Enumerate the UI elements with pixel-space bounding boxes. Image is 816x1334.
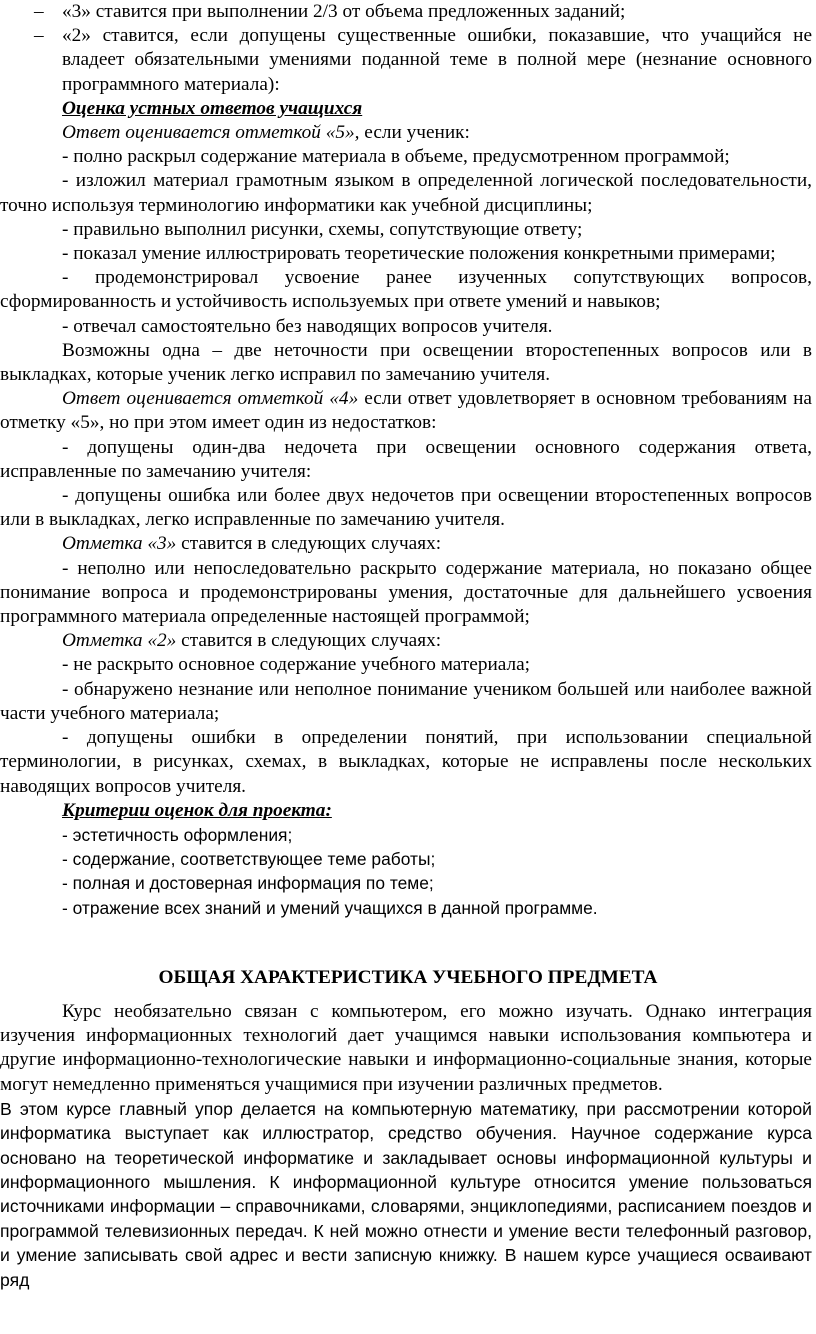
grade4-lead-rest: если ответ удовлетворяет в основном требованиям на отметку «5», но при этом имеет один из недостатков: (0, 388, 812, 434)
list-item-text: «3» ставится при выполнении 2/3 от объема предложенных заданий; (62, 1, 626, 22)
section-paragraph: Курс необязательно связан с компьютером, его можно изучать. Однако интеграция изучения информационных технологий дает учащимся навыки использования компьютера и другие информационно-технологические навыки и информационно-социальные знания, которые могут немедленно применяться учащимися при изучении различных предметов. (0, 1000, 812, 1095)
grade3-lead-rest: ставится в следующих случаях: (176, 533, 442, 555)
grade5-lead (0, 121, 816, 145)
project-item: - содержание, соответствующее теме работы; (62, 849, 436, 870)
grade5-lead-italic: Ответ оценивается отметкой «5», (62, 122, 360, 144)
dash-marker: – (34, 25, 44, 47)
project-item: - отражение всех знаний и умений учащихся в данной программе. (62, 897, 598, 918)
grade3-lead (0, 532, 816, 556)
grade4-lead-italic: Ответ оценивается отметкой «4» (62, 388, 359, 410)
project-item: - эстетичность оформления; (62, 824, 293, 845)
list-item-grade2 (0, 24, 816, 97)
grade2-lead-italic: Отметка «2» (62, 630, 177, 652)
list-item-grade3 (0, 0, 816, 24)
grade2-lead-rest: ставится в следующих случаях: (176, 630, 442, 652)
section-paragraph-sans: В этом курсе главный упор делается на компьютерную математику, при рассмотрении которой информатика выступает как иллюстратор, средство обучения. Научное содержание курса основано на теоретической информатике и закладывает основы информационной культуры и информационного мышления. К информационной культуре относится умение пользоваться источниками информации – справочниками, словарями, энциклопедиями, расписанием поездов и программой телевизионных передач. К ней можно отнести и умение вести телефонный разговор, и умение записывать свой адрес и вести записную книжку. В нашем курсе учащиеся осваивают ряд (0, 1098, 812, 1290)
grade5-item: - отвечал самостоятельно без наводящих вопросов учителя. (62, 315, 553, 337)
oral-heading: Оценка устных ответов учащихся (62, 97, 363, 119)
list-item-text: «2» ставится, если допущены существенные ошибки, показавшие, что учащийся не владеет обязательными умениями поданной теме в полной мере (незнание основного программного материала): (62, 25, 812, 95)
grade2-item: - допущены ошибки в определении понятий, при использовании специальной терминологии, в рисунках, схемах, в выкладках, которые не исправлены после нескольких наводящих вопросов учителя. (0, 727, 812, 797)
dash-marker: – (34, 1, 44, 22)
grade2-item: - обнаружено незнание или неполное понимание учеником большей или наиболее важной части учебного материала; (0, 678, 812, 724)
grade2-item: - не раскрыто основное содержание учебного материала; (62, 654, 531, 676)
grade4-lead (0, 387, 816, 435)
grade5-lead-rest: если ученик: (359, 122, 470, 144)
grade5-item: - полно раскрыл содержание материала в объеме, предусмотренном программой; (62, 146, 730, 168)
grade4-item: - допущены один-два недочета при освещении основного содержания ответа, исправленные по замечанию учителя: (0, 436, 812, 482)
grade5-note: Возможны одна – две неточности при освещении второстепенных вопросов или в выкладках, которые ученик легко исправил по замечанию учителя. (0, 339, 812, 386)
grade4-item: - допущены ошибка или более двух недочетов при освещении второстепенных вопросов или в выкладках, легко исправленные по замечанию учителя. (0, 485, 812, 531)
grade5-item: - изложил материал грамотным языком в определенной логической последовательности, точно используя терминологию информатики как учебной дисциплины; (0, 170, 812, 216)
grade3-item: - неполно или непоследовательно раскрыто содержание материала, но показано общее понимание вопроса и продемонстрированы умения, достаточные для дальнейшего усвоения программного материала определенные настоящей программой; (0, 557, 812, 628)
grade5-item: - продемонстрировал усвоение ранее изученных сопутствующих вопросов, сформированность и устойчивость используемых при ответе умений и навыков; (0, 267, 812, 313)
grade2-lead (0, 629, 816, 653)
grade5-item: - правильно выполнил рисунки, схемы, сопутствующие ответу; (62, 218, 583, 240)
grade5-item: - показал умение иллюстрировать теоретические положения конкретными примерами; (62, 243, 776, 265)
section-title: ОБЩАЯ ХАРАКТЕРИСТИКА УЧЕБНОГО ПРЕДМЕТА (158, 966, 658, 988)
project-item: - полная и достоверная информация по теме; (62, 873, 434, 894)
grade3-lead-italic: Отметка «3» (62, 533, 177, 555)
project-heading: Критерии оценок для проекта: (62, 799, 332, 821)
